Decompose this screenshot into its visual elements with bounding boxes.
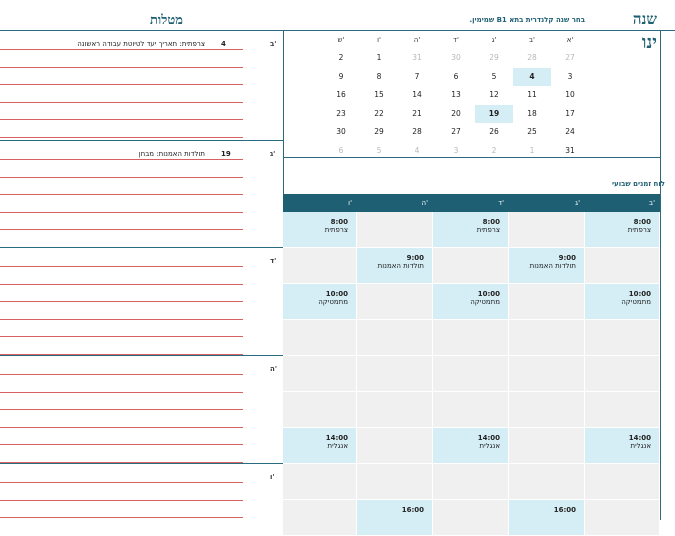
task-section-divider: [0, 247, 283, 248]
calendar-day[interactable]: 22: [374, 108, 384, 118]
task-line[interactable]: [0, 49, 243, 50]
task-line[interactable]: [0, 119, 243, 120]
calendar-day[interactable]: 28: [527, 53, 537, 62]
schedule-slot[interactable]: [509, 356, 585, 392]
schedule-slot[interactable]: [357, 356, 433, 392]
weekday-header: ד': [453, 36, 459, 44]
task-day-label: ו': [270, 473, 275, 481]
schedule-slot[interactable]: [283, 500, 357, 536]
schedule-slot[interactable]: [585, 320, 660, 356]
task-date-number: 4: [221, 40, 226, 48]
event-time: 16:00: [553, 506, 576, 514]
calendar-day[interactable]: 6: [338, 145, 344, 155]
calendar-day[interactable]: 31: [412, 53, 422, 62]
task-line[interactable]: [0, 517, 243, 518]
schedule-event[interactable]: [585, 284, 660, 320]
schedule-event[interactable]: [357, 500, 433, 536]
schedule-event[interactable]: [283, 428, 357, 464]
schedule-slot[interactable]: [585, 392, 660, 428]
weekday-header: ה': [413, 36, 421, 44]
task-line[interactable]: [0, 444, 243, 445]
calendar-day[interactable]: 29: [374, 127, 384, 136]
task-date-number: 19: [221, 150, 231, 158]
event-time: 10:00: [325, 290, 348, 298]
task-line[interactable]: [0, 336, 243, 337]
task-line[interactable]: [0, 392, 243, 393]
event-time: 8:00: [633, 218, 651, 226]
schedule-slot[interactable]: [509, 428, 585, 464]
weekly-title: לוח זמנים שבועי: [612, 180, 665, 188]
calendar-day[interactable]: 10: [565, 90, 575, 99]
event-time: 14:00: [628, 434, 651, 442]
schedule-slot[interactable]: [509, 392, 585, 428]
schedule-slot[interactable]: [283, 320, 357, 356]
task-text[interactable]: תולדות האמנות: מבחן: [138, 150, 205, 158]
schedule-slot[interactable]: [585, 464, 660, 500]
task-line[interactable]: [0, 301, 243, 302]
task-section-divider: [0, 355, 283, 356]
event-time: 9:00: [406, 254, 424, 262]
task-line[interactable]: [0, 374, 243, 375]
task-line[interactable]: [0, 194, 243, 195]
event-time: 8:00: [330, 218, 348, 226]
schedule-event[interactable]: [509, 248, 585, 284]
event-subject: אנגלית: [630, 442, 651, 450]
task-line[interactable]: [0, 229, 243, 230]
task-day-label: ה': [270, 365, 277, 373]
calendar-day[interactable]: 4: [414, 145, 420, 155]
task-line[interactable]: [0, 137, 243, 138]
event-subject: צרפתית: [627, 226, 651, 234]
weekly-column-header: ג': [509, 194, 585, 212]
schedule-event[interactable]: [283, 284, 357, 320]
calendar-day[interactable]: 6: [453, 71, 459, 81]
schedule-slot[interactable]: [283, 356, 357, 392]
schedule-event[interactable]: [433, 428, 509, 464]
task-day-label: ג': [270, 150, 276, 158]
calendar-day[interactable]: 9: [338, 71, 344, 81]
weekday-header: ו': [377, 36, 381, 44]
weekday-header: א': [566, 36, 574, 44]
calendar-day[interactable]: 31: [565, 145, 575, 155]
event-time: 9:00: [558, 254, 576, 262]
task-section-divider: [0, 140, 283, 141]
right-border: [660, 30, 661, 520]
calendar-day[interactable]: 26: [489, 127, 499, 136]
schedule-slot[interactable]: [585, 248, 660, 284]
calendar-day[interactable]: 12: [489, 90, 499, 99]
calendar-day[interactable]: 21: [412, 108, 422, 118]
header-divider: [0, 30, 675, 31]
task-line[interactable]: [0, 159, 243, 160]
schedule-slot[interactable]: [357, 284, 433, 320]
calendar-day[interactable]: 17: [565, 108, 575, 118]
schedule-slot[interactable]: [283, 248, 357, 284]
schedule-slot[interactable]: [585, 500, 660, 536]
calendar-day[interactable]: 30: [336, 127, 346, 136]
calendar-day[interactable]: 5: [376, 145, 382, 155]
task-line[interactable]: [0, 319, 243, 320]
calendar-day[interactable]: 27: [565, 53, 575, 62]
calendar-day[interactable]: 18: [527, 108, 537, 118]
event-time: 10:00: [477, 290, 500, 298]
calendar-day[interactable]: 25: [527, 127, 537, 136]
schedule-event[interactable]: [585, 212, 660, 248]
event-subject: צרפתית: [324, 226, 348, 234]
schedule-slot[interactable]: [283, 392, 357, 428]
schedule-slot[interactable]: [357, 392, 433, 428]
task-day-label: ד': [270, 257, 277, 265]
task-line[interactable]: [0, 177, 243, 178]
weekly-column-header: ו': [283, 194, 357, 212]
calendar-day[interactable]: 16: [336, 90, 346, 99]
weekly-column-header: ד': [433, 194, 509, 212]
task-line[interactable]: [0, 284, 243, 285]
month-title: ינו: [641, 32, 657, 53]
schedule-slot[interactable]: [509, 464, 585, 500]
calendar-day[interactable]: 23: [336, 108, 346, 118]
calendar-day[interactable]: 2: [491, 145, 497, 155]
calendar-day[interactable]: 14: [412, 90, 422, 99]
calendar-day[interactable]: 2: [338, 53, 344, 62]
task-section-divider: [0, 463, 283, 464]
weekday-header: ג': [491, 36, 497, 44]
event-time: 14:00: [325, 434, 348, 442]
schedule-slot[interactable]: [433, 464, 509, 500]
schedule-event[interactable]: [283, 212, 357, 248]
calendar-day[interactable]: 29: [489, 53, 499, 62]
schedule-slot[interactable]: [433, 248, 509, 284]
schedule-slot[interactable]: [357, 464, 433, 500]
calendar-day[interactable]: 8: [376, 71, 382, 81]
calendar-day[interactable]: 5: [491, 71, 497, 81]
calendar-day[interactable]: 11: [527, 90, 537, 99]
task-day-label: ב': [270, 40, 277, 48]
calendar-day[interactable]: 3: [567, 71, 573, 81]
task-line[interactable]: [0, 409, 243, 410]
event-subject: אנגלית: [479, 442, 500, 450]
event-subject: מתמטיקה: [470, 298, 500, 306]
event-time: 16:00: [401, 506, 424, 514]
task-line[interactable]: [0, 102, 243, 103]
schedule-event[interactable]: [433, 284, 509, 320]
event-time: 14:00: [477, 434, 500, 442]
calendar-day[interactable]: 1: [529, 145, 535, 155]
calendar-day[interactable]: 13: [451, 90, 461, 99]
task-line[interactable]: [0, 266, 243, 267]
task-line[interactable]: [0, 482, 243, 483]
calendar-day[interactable]: 19: [475, 105, 513, 123]
calendar-day[interactable]: 24: [565, 127, 575, 136]
schedule-slot[interactable]: [433, 392, 509, 428]
schedule-slot[interactable]: [433, 356, 509, 392]
calendar-day[interactable]: 7: [414, 71, 420, 81]
weekly-column-header: ב': [585, 194, 660, 212]
schedule-slot[interactable]: [509, 284, 585, 320]
event-subject: צרפתית: [476, 226, 500, 234]
schedule-slot[interactable]: [509, 212, 585, 248]
task-line[interactable]: [0, 67, 243, 68]
calendar-day[interactable]: 27: [451, 127, 461, 136]
calendar-day[interactable]: 28: [412, 127, 422, 136]
calendar-day[interactable]: 1: [376, 53, 382, 62]
schedule-event[interactable]: [509, 500, 585, 536]
schedule-event[interactable]: [433, 212, 509, 248]
calendar-day[interactable]: 30: [451, 53, 461, 62]
event-subject: מתמטיקה: [318, 298, 348, 306]
event-subject: מתמטיקה: [621, 298, 651, 306]
event-subject: תולדות האמנות: [529, 262, 576, 270]
weekly-column-header: ה': [357, 194, 433, 212]
schedule-event[interactable]: [357, 248, 433, 284]
weekday-header: ב': [529, 36, 535, 44]
event-time: 10:00: [628, 290, 651, 298]
task-line[interactable]: [0, 212, 243, 213]
schedule-slot[interactable]: [433, 320, 509, 356]
calendar-day[interactable]: 15: [374, 90, 384, 99]
schedule-event[interactable]: [585, 428, 660, 464]
weekday-header: ש': [337, 36, 345, 44]
calendar-day[interactable]: 20: [451, 108, 461, 118]
task-line[interactable]: [0, 500, 243, 501]
schedule-slot[interactable]: [357, 428, 433, 464]
event-subject: תולדות האמנות: [377, 262, 424, 270]
schedule-slot[interactable]: [283, 464, 357, 500]
calendar-day[interactable]: 3: [453, 145, 459, 155]
event-subject: אנגלית: [327, 442, 348, 450]
schedule-slot[interactable]: [357, 320, 433, 356]
schedule-slot[interactable]: [585, 356, 660, 392]
schedule-slot[interactable]: [509, 320, 585, 356]
tasks-title: מטלות: [150, 13, 183, 28]
schedule-slot[interactable]: [357, 212, 433, 248]
task-text[interactable]: צרפתית: תאריך יעד לטיוטת עבודה ראשונה: [77, 40, 205, 48]
year-instruction: בחר שנה קלנדרית בתא B1 שמימין.: [469, 16, 585, 24]
calendar-day[interactable]: 4: [513, 68, 551, 86]
year-title: שנה: [632, 10, 657, 28]
task-line[interactable]: [0, 84, 243, 85]
event-time: 8:00: [482, 218, 500, 226]
task-line[interactable]: [0, 427, 243, 428]
schedule-slot[interactable]: [433, 500, 509, 536]
